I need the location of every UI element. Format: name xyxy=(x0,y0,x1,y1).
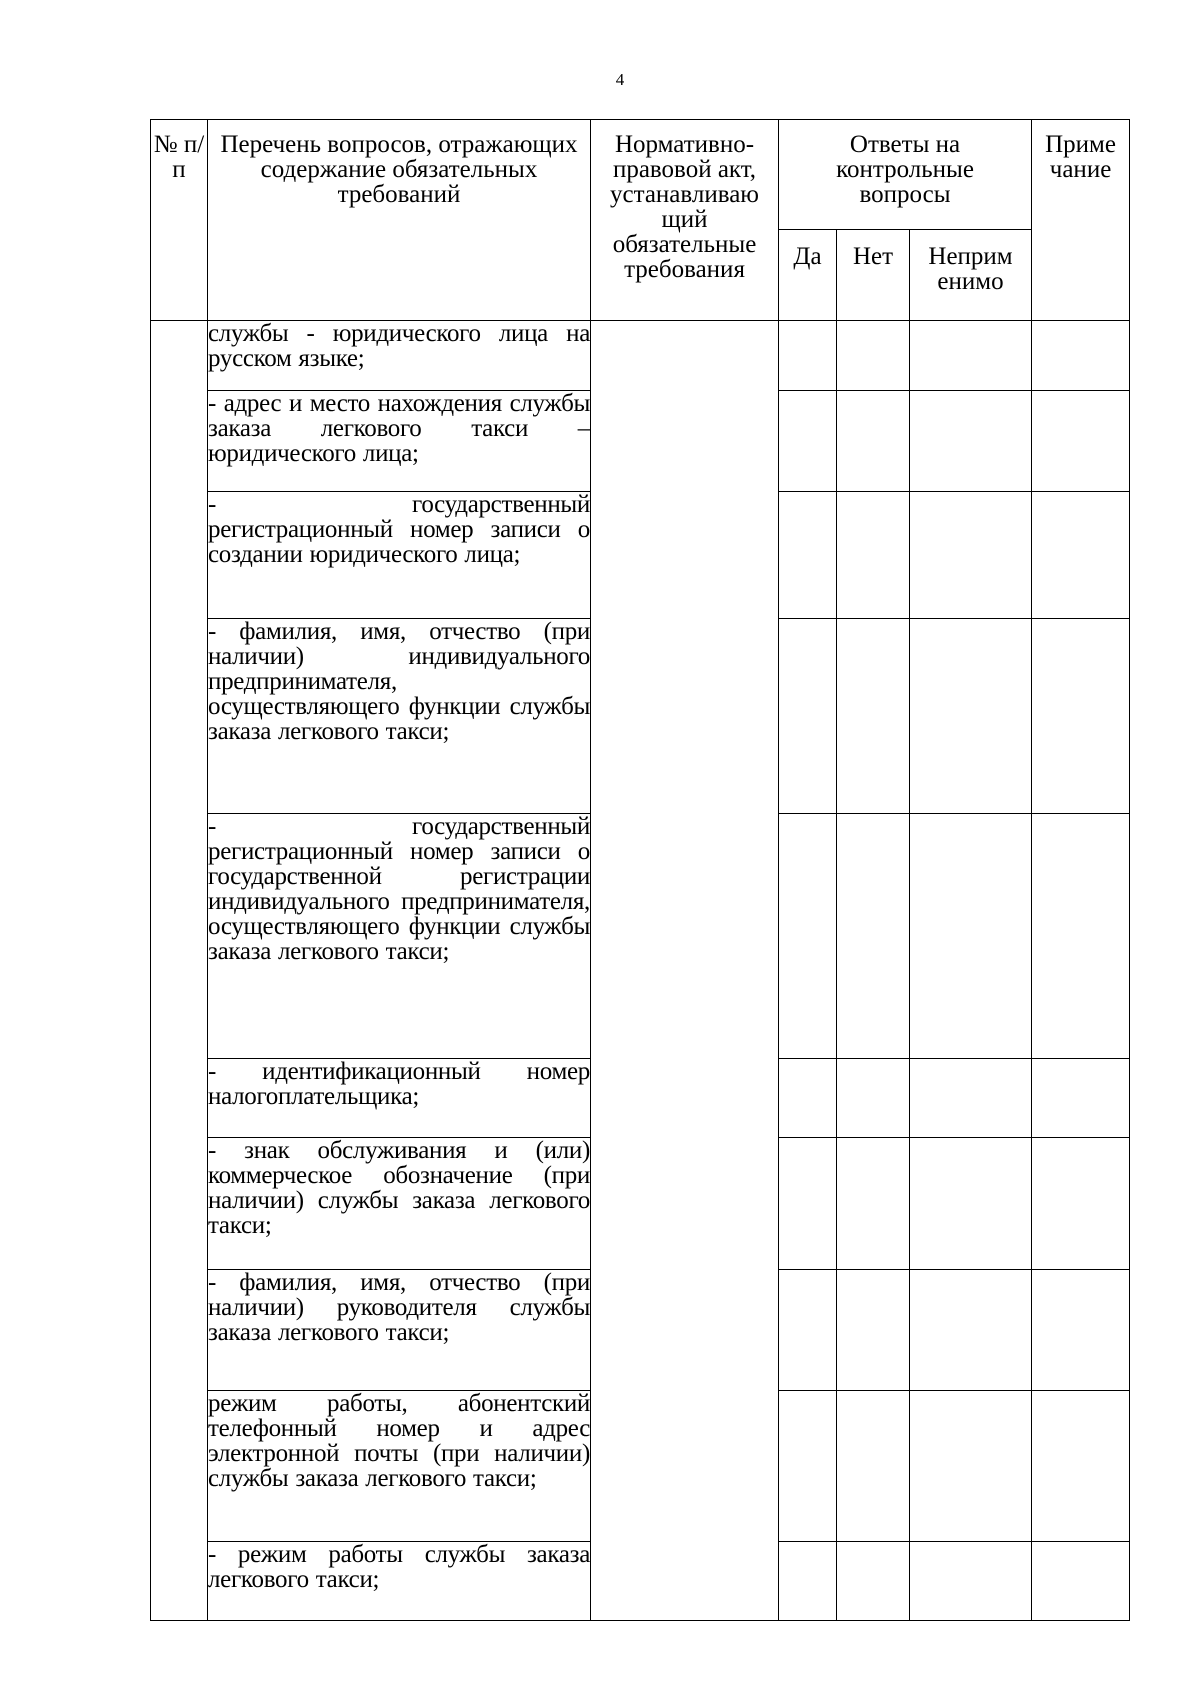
question-cell: - фамилия, имя, отчество (при наличии) руководителя службы заказа легкового такси; xyxy=(208,1269,591,1390)
checklist-table xyxy=(150,119,1130,1621)
question-cell: режим работы, абонентский телефонный номер и адрес электронной почты (при наличии) службы заказа легкового такси; xyxy=(208,1390,591,1541)
answer-yes-cell[interactable] xyxy=(779,1058,837,1137)
answer-no-cell[interactable] xyxy=(837,1390,910,1541)
answer-no-cell[interactable] xyxy=(837,1058,910,1137)
answer-na-cell[interactable] xyxy=(910,492,1032,619)
answer-yes-cell[interactable] xyxy=(779,1269,837,1390)
note-cell[interactable] xyxy=(1032,1390,1130,1541)
page-number: 4 xyxy=(615,70,625,89)
question-cell: - государственный регистрационный номер записи о создании юридического лица; xyxy=(208,492,591,619)
answer-na-cell[interactable] xyxy=(910,1541,1032,1620)
answer-yes-cell[interactable] xyxy=(779,1541,837,1620)
question-cell: - фамилия, имя, отчество (при наличии) индивидуального предпринимателя, осуществляющего функции службы заказа легкового такси; xyxy=(208,619,591,814)
note-cell[interactable] xyxy=(1032,814,1130,1059)
answer-no-cell[interactable] xyxy=(837,1541,910,1620)
note-cell[interactable] xyxy=(1032,1541,1130,1620)
header-no: Нет xyxy=(837,230,910,321)
answer-yes-cell[interactable] xyxy=(779,1390,837,1541)
answer-na-cell[interactable] xyxy=(910,814,1032,1059)
question-cell: службы - юридического лица на русском языке; xyxy=(208,321,591,391)
note-cell[interactable] xyxy=(1032,619,1130,814)
header-note: Приме чание xyxy=(1032,120,1130,321)
answer-na-cell[interactable] xyxy=(910,619,1032,814)
note-cell[interactable] xyxy=(1032,492,1130,619)
question-cell: - режим работы службы заказа легкового такси; xyxy=(208,1541,591,1620)
header-not-applicable: Неприм енимо xyxy=(910,230,1032,321)
question-cell: - знак обслуживания и (или) коммерческое обозначение (при наличии) службы заказа легкового такси; xyxy=(208,1137,591,1269)
answer-no-cell[interactable] xyxy=(837,1137,910,1269)
answer-yes-cell[interactable] xyxy=(779,1137,837,1269)
answer-yes-cell[interactable] xyxy=(779,391,837,492)
answer-no-cell[interactable] xyxy=(837,492,910,619)
answer-no-cell[interactable] xyxy=(837,814,910,1059)
note-cell[interactable] xyxy=(1032,321,1130,391)
answer-yes-cell[interactable] xyxy=(779,492,837,619)
note-cell[interactable] xyxy=(1032,391,1130,492)
header-normative-act: Нормативно-правовой акт, устанавливаю щий обязательные требования xyxy=(591,120,779,321)
answer-yes-cell[interactable] xyxy=(779,321,837,391)
answer-na-cell[interactable] xyxy=(910,391,1032,492)
answer-no-cell[interactable] xyxy=(837,619,910,814)
note-cell[interactable] xyxy=(1032,1058,1130,1137)
answer-na-cell[interactable] xyxy=(910,1058,1032,1137)
header-yes: Да xyxy=(779,230,837,321)
normative-act-cell xyxy=(591,321,779,1621)
header-questions: Перечень вопросов, отражающих содержание обязательных требований xyxy=(208,120,591,321)
number-cell xyxy=(151,321,208,1621)
question-cell: - государственный регистрационный номер записи о государственной регистрации индивидуального предпринимателя, осуществляющего функции службы заказа легкового такси; xyxy=(208,814,591,1059)
answer-no-cell[interactable] xyxy=(837,1269,910,1390)
answer-yes-cell[interactable] xyxy=(779,814,837,1059)
answer-na-cell[interactable] xyxy=(910,1390,1032,1541)
note-cell[interactable] xyxy=(1032,1137,1130,1269)
note-cell[interactable] xyxy=(1032,1269,1130,1390)
answer-na-cell[interactable] xyxy=(910,1269,1032,1390)
header-answers: Ответы на контрольные вопросы xyxy=(779,120,1032,230)
question-cell: - идентификационный номер налогоплательщика; xyxy=(208,1058,591,1137)
answer-na-cell[interactable] xyxy=(910,321,1032,391)
table-row xyxy=(151,321,1130,391)
answer-no-cell[interactable] xyxy=(837,391,910,492)
answer-no-cell[interactable] xyxy=(837,321,910,391)
answer-na-cell[interactable] xyxy=(910,1137,1032,1269)
answer-yes-cell[interactable] xyxy=(779,619,837,814)
question-cell: - адрес и место нахождения службы заказа легкового такси – юридического лица; xyxy=(208,391,591,492)
header-number: № п/п xyxy=(151,120,208,321)
